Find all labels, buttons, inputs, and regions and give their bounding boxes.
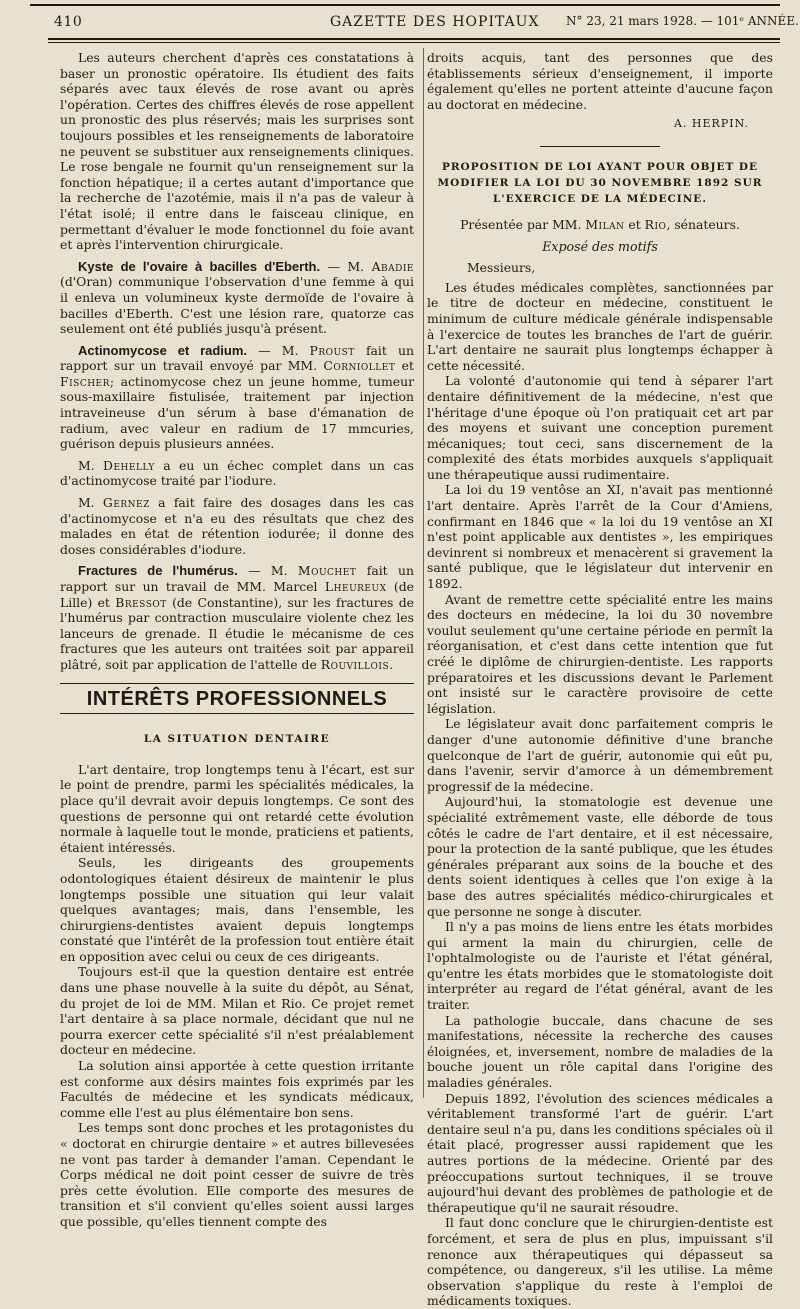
gernez-text-1: M. — [78, 495, 103, 511]
humerus-text-2: fait un rapport sur un travail de MM. Marcel — [60, 563, 414, 594]
page-header — [0, 0, 800, 44]
left-column — [60, 50, 414, 1230]
actino-text-3: et — [395, 358, 414, 374]
author-milan: Milan — [585, 216, 625, 232]
short-divider — [540, 146, 660, 147]
author-bressot: Bressot — [115, 594, 167, 610]
author-fischer: Fischer — [60, 373, 110, 389]
presented-by — [427, 217, 773, 233]
column-separator — [423, 48, 424, 1098]
journal-title: GAZETTE DES HOPITAUX — [330, 14, 540, 30]
presented-text-2: et — [624, 216, 645, 232]
section-title: INTÉRÊTS PROFESSIONNELS — [86, 687, 388, 710]
author-abadie: Abadie — [371, 258, 414, 274]
gernez-text-2: a fait faire des dosages dans les cas d'actinomycose et n'a eu des résultats que chez des malades en état de rétention iodurée; il donne des doses considérables d'iodure. — [60, 495, 414, 557]
humerus-text-4: (de Constantine), sur les fractures de l'humérus par contraction musculaire violente chez les lanceurs de grenade. Il étudie le mécanisme de ces fractures que les auteurs ont traitées soit par appareil plâtré, soit par application de l'attelle de — [60, 594, 414, 672]
dental-paragraph: Toujours est-il que la question dentaire est entrée dans une phase nouvelle à la suite du dépôt, au Sénat, du projet de loi de MM. Milan et Rio. Ce projet remet l'art dentaire à sa place normale, décidant que nul ne pourra exercer cette spécialité s'il n'est préalablement docteur en médecine. — [60, 964, 414, 1058]
kyste-paragraph — [60, 259, 414, 337]
header-rule — [48, 38, 780, 43]
rose-bengale-paragraph: Les auteurs cherchent d'après ces constatations à baser un pronostic opératoire. Ils étudient des faits séparés avec taux élevés de rose avant ou après l'opération. Certes des chiffres élevés de rose appellent un pronostic des plus réservés; mais les surprises sont toujours possibles et les renseignements de laboratoire ne peuvent se substituer aux renseignements cliniques. Le rose bengale ne fournit qu'un renseignement sur la fonction hépatique; il a certes autant d'importance que la recherche de l'azotémie, mais il n'a pas de valeur à l'état isolé; il entre dans le faisceau clinique, en permettant d'évaluer le mode fonctionnel du foie avant et après l'intervention chirurgicale. — [60, 50, 414, 253]
issue-info: N° 23, 21 mars 1928. — 101ᵉ ANNÉE. — [566, 14, 799, 28]
author-rio: Rio — [644, 216, 667, 232]
motifs-paragraph: Il faut donc conclure que le chirurgien-dentiste est forcément, et sera de plus en plus, impuissant s'il renonce aux thérapeutiques qui dépasseut sa compétence, ou dangereux, s'il les utilise. La même observation s'applique du reste à l'emploi de médicaments toxiques. — [427, 1215, 773, 1309]
actinomycose-heading: Actinomycose et radium. — [78, 342, 248, 358]
kyste-dash: — M. — [320, 258, 372, 274]
motifs-paragraph: La loi du 19 ventôse an XI, n'avait pas mentionné l'art dentaire. Après l'arrêt de la Cour d'Amiens, confirmant en 1846 que « la loi du 19 ventôse an XI n'est point applicable aux dentistes », les empiriques devinrent si nombreux et menacèrent si gravement la santé publique, que le législateur dut intervenir en 1892. — [427, 482, 773, 592]
section-rule-bottom — [60, 713, 414, 714]
kyste-heading: Kyste de l'ovaire à bacilles d'Eberth. — [78, 258, 321, 274]
proposition-title: PROPOSITION DE LOI AYANT POUR OBJET DE MODIFIER LA LOI DU 30 NOVEMBRE 1892 SUR L'EXERCICE DE LA MÉDECINE. — [437, 160, 763, 205]
motifs-paragraph: Aujourd'hui, la stomatologie est devenue une spécialité extrêmement vaste, elle déborde de tous côtés le cadre de l'art dentaire, et il est nécessaire, pour la protection de la santé publique, que les études générales préparant aux soins de la bouche et des dents soient identiques à celles que l'on exige à la base des autres spécialités médico-chirurgicales et que personne ne songe à discuter. — [427, 794, 773, 919]
author-lheureux: Lheureux — [324, 579, 387, 594]
subsection-title: LA SITUATION DENTAIRE — [143, 733, 331, 746]
page-number: 410 — [54, 14, 83, 30]
dental-paragraph: L'art dentaire, trop longtemps tenu à l'écart, est sur le point de prendre, parmi les spécialités médicales, la place qu'il devrait avoir depuis longtemps. Ce sont des questions de personne qui ont retardé cette évolution normale à laquelle tout le monde, praticiens et patients, étaient intéressés. — [60, 761, 414, 855]
continuation-paragraph: droits acquis, tant des personnes que des établissements sérieux d'enseignement, il importe également qu'elles ne portent atteinte d'aucune façon au doctorat en médecine. — [427, 50, 773, 112]
right-column — [427, 50, 773, 1309]
motifs-paragraph: Le législateur avait donc parfaitement compris le danger d'une autonomie définitive d'une branche quelconque de l'art de guérir, autonomie qui eût pu, dans l'avenir, servir d'amorce à un démembrement progressif de la médecine. — [427, 716, 773, 794]
presented-text-1: Présentée par MM. — [460, 216, 586, 232]
humerus-text-1: — M. — [237, 563, 298, 579]
author-dehelly: Dehelly — [103, 457, 155, 473]
author-proust: Proust — [309, 342, 355, 358]
motifs-paragraph: Les études médicales complètes, sanctionnées par le titre de docteur en médecine, constituent le minimum de culture médicale générale indispensable à l'exercice de toutes les branches de l'art de guérir. L'art dentaire ne saurait plus longtemps échapper à cette nécessité. — [427, 279, 773, 373]
salutation: Messieurs, — [467, 260, 536, 276]
gernez-paragraph — [60, 495, 414, 557]
author-corniollet: Corniollet — [323, 358, 396, 374]
humerus-paragraph — [60, 563, 414, 672]
actinomycose-paragraph — [60, 343, 414, 452]
author-rouvillois: Rouvillois — [320, 656, 390, 672]
actino-text-1: — M. — [247, 342, 310, 358]
dental-paragraph: La solution ainsi apportée à cette question irritante est conforme aux désirs maintes fois exprimés par les Facultés de médecine et les syndicats médicaux, comme elle l'est au plus élémentaire bon sens. — [60, 1058, 414, 1120]
dehelly-text-2: a eu un échec complet dans un cas d'actinomycose traité par l'iodure. — [60, 457, 414, 489]
author-gernez: Gernez — [102, 495, 150, 511]
dehelly-text-1: M. — [78, 457, 104, 473]
author-signature: A. HERPIN. — [673, 117, 749, 131]
presented-text-3: , sénateurs. — [666, 216, 740, 232]
motifs-paragraph: Il n'y a pas moins de liens entre les états morbides qui arment la main du chirurgien, celle de l'ophtalmologiste ou de l'auriste et l'état général, qu'entre les états morbides que le stomatologiste doit interpréter au regard de l'état général, avant de les traiter. — [427, 919, 773, 1013]
author-mouchet: Mouchet — [297, 563, 357, 579]
motifs-paragraph: Avant de remettre cette spécialité entre les mains des docteurs en médecine, la loi du 30 novembre voulut seulement qu'une certaine période en permît la réorganisation, et c'est dans cette intention que fut créé le diplôme de chirurgien-dentiste. Les rapports préparatoires et les discussions devant le Parlement ont insisté sur le caractère provisoire de cette législation. — [427, 591, 773, 716]
actino-text-2: fait un rapport sur un travail envoyé par MM. — [60, 342, 414, 374]
dental-paragraph: Les temps sont donc proches et les protagonistes du « doctorat en chirurgie dentaire » et autres billevesées ne vont pas tarder à demander l'aman. Cependant le Corps médical ne doit point cesser de suivre de très près cette évolution. Elle comporte des mesures de transition et s'il convient qu'elles soient aussi larges que possible, qu'elles tiennent compte des — [60, 1120, 414, 1229]
dental-paragraph: Seuls, les dirigeants des groupements odontologiques étaient désireux de maintenir le plus longtemps possible une situation qui leur valait quelques avantages; mais, dans l'ensemble, les chirurgiens-dentistes avaient depuis longtemps constaté que l'intérêt de la profession tout entière était en opposition avec celui ou ceux de ces dirigeants. — [60, 855, 414, 964]
dehelly-paragraph — [60, 458, 414, 489]
humerus-heading: Fractures de l'humérus. — [78, 563, 238, 579]
expose-heading: Exposé des motifs — [542, 238, 658, 254]
kyste-text: (d'Oran) communique l'observation d'une femme à qui il enleva un volumineux kyste dermoïde de l'ovaire à bacilles d'Eberth. C'est une lésion rare, quatorze cas seulement ont été publiés jusqu'à présent. — [60, 274, 414, 337]
humerus-text-3: (de Lille) et — [60, 579, 414, 610]
motifs-paragraph: Depuis 1892, l'évolution des sciences médicales a véritablement transformé l'art de guérir. L'art dentaire seul n'a pu, dans les conditions spéciales où il était placé, progresser aussi rapidement que les autres portions de la médecine. Orienté par des préoccupations surtout techniques, il se trouve aujourd'hui devant des problèmes de pathologie et de thérapeutique qu'il ne saurait résoudre. — [427, 1090, 773, 1215]
actino-text-4: ; actinomycose chez un jeune homme, tumeur sous-maxillaire fistulisée, traitement par injection intraveineuse d'un sérum à base d'émanation de radium, avec valeur en radium de 17 mmcuries, guérison depuis plusieurs années. — [60, 373, 414, 452]
motifs-paragraph: La pathologie buccale, dans chacune de ses manifestations, nécessite la recherche des causes éloignées, et, inversement, nombre de maladies de la bouche jouent un rôle capital dans l'origine des maladies générales. — [427, 1012, 773, 1091]
humerus-text-5: . — [389, 656, 394, 672]
motifs-paragraph: La volonté d'autonomie qui tend à séparer l'art dentaire définitivement de la médecine, n'est que l'héritage d'une époque où l'on pratiquait cet art par des moyens et suivant une conception purement mécaniques; tout ceci, sans discernement de la complexité des états morbides auxquels s'appliquait une thérapeutique aussi rudimentaire. — [427, 373, 773, 482]
section-rule-top — [60, 683, 414, 684]
header-top-rule — [30, 4, 780, 6]
